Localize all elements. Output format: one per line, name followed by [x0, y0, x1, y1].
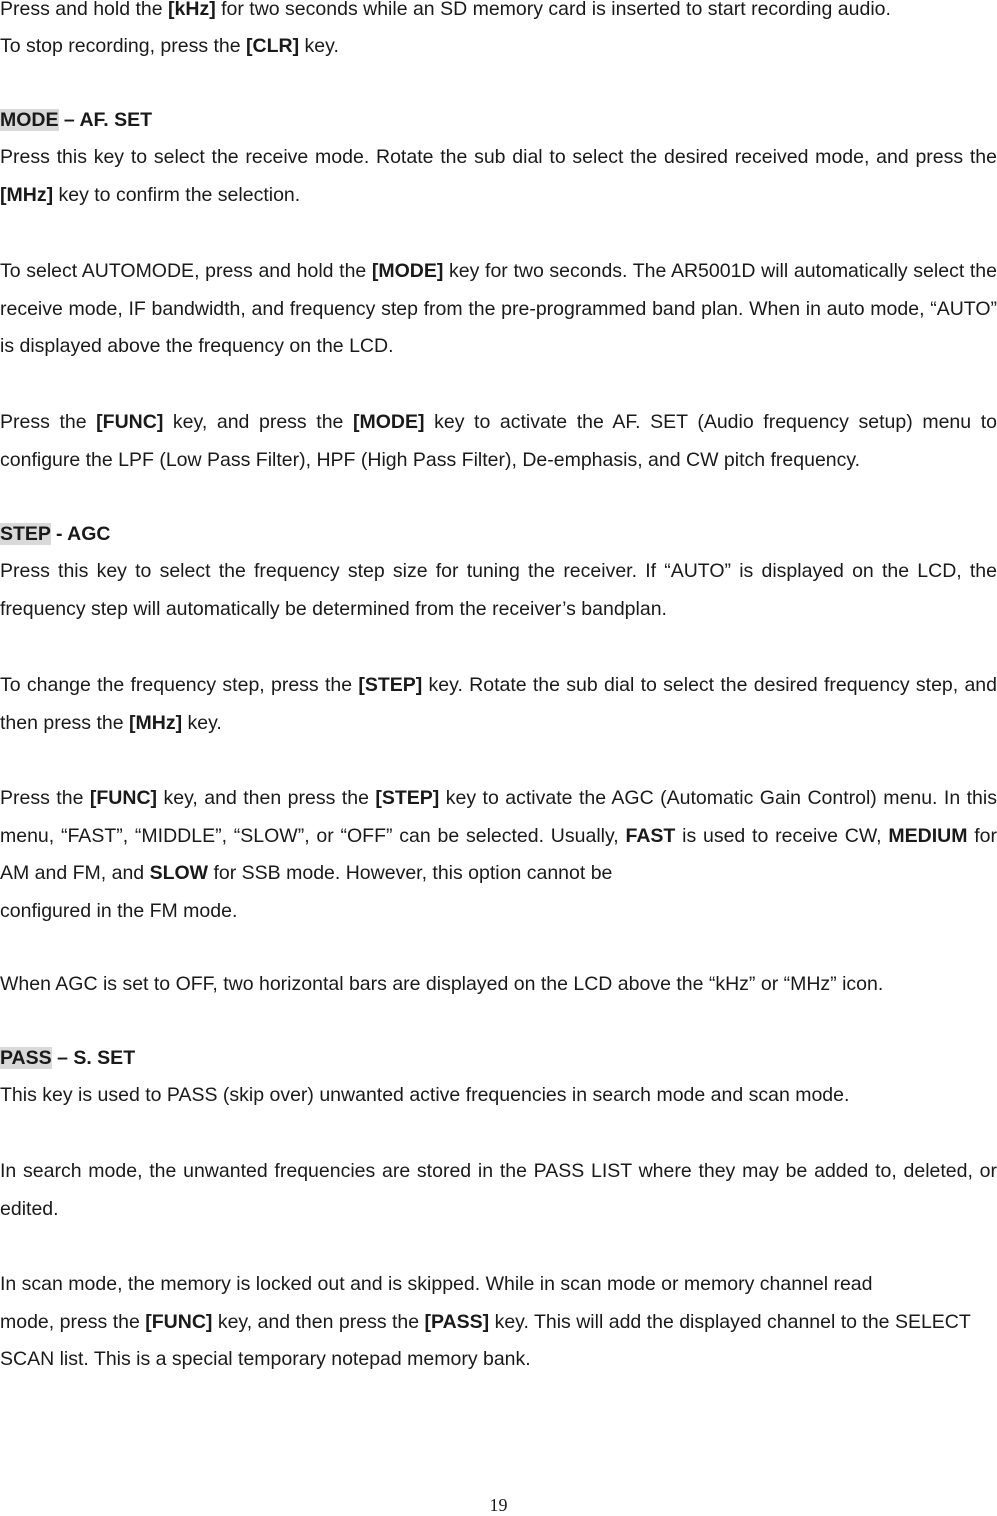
step-key-label: STEP [0, 523, 51, 545]
pass-paragraph-2: In search mode, the unwanted frequencies are stored in the PASS LIST where they may be added to, deleted, or edited. [0, 1160, 997, 1220]
mode-paragraph-2: To select AUTOMODE, press and hold the [MODE] key for two seconds. The AR5001D will automatically select the receive mode, IF bandwidth, and frequency step from the pre-programmed band plan. When in auto mode, “AUTO” is displayed above the frequency on the LCD. [0, 260, 997, 357]
step-heading: STEP - AGC [0, 523, 111, 545]
pass-paragraph-3: In scan mode, the memory is locked out and is skipped. While in scan mode or memory channel read mode, press the [FUNC] key, and then press the [PASS] key. This will add the displayed channel to the SELECT SCAN list. This is a special temporary notepad memory bank. [0, 1273, 971, 1370]
pass-heading: PASS – S. SET [0, 1047, 136, 1069]
mode-key-label: MODE [0, 109, 59, 131]
pass-key-label: PASS [0, 1047, 52, 1069]
pass-paragraph-1: This key is used to PASS (skip over) unwanted active frequencies in search mode and scan mode. [0, 1084, 850, 1106]
mode-heading: MODE – AF. SET [0, 109, 153, 131]
step-paragraph-2: To change the frequency step, press the [STEP] key. Rotate the sub dial to select the desired frequency step, and then press the [MHz] key. [0, 674, 997, 734]
step-paragraph-4: When AGC is set to OFF, two horizontal bars are displayed on the LCD above the “kHz” or “MHz” icon. [0, 973, 884, 995]
mode-paragraph-1: Press this key to select the receive mode. Rotate the sub dial to select the desired received mode, and press the [MHz] key to confirm the selection. [0, 146, 997, 206]
step-paragraph-3: Press the [FUNC] key, and then press the [STEP] key to activate the AGC (Automatic Gain Control) menu. In this menu, “FAST”, “MIDDLE”, “SLOW”, or “OFF” can be selected. Usually, FAST is used to receive CW, MEDIUM for AM and FM, and SLOW for SSB mode. However, this option cannot be configured in the FM mode. [0, 787, 997, 922]
page-number: 19 [489, 1495, 508, 1515]
intro-line-2: To stop recording, press the [CLR] key. [0, 35, 339, 57]
intro-line-1: Press and hold the [kHz] for two seconds while an SD memory card is inserted to start recording audio. [0, 0, 891, 20]
step-paragraph-1: Press this key to select the frequency step size for tuning the receiver. If “AUTO” is displayed on the LCD, the frequency step will automatically be determined from the receiver’s bandplan. [0, 560, 997, 620]
mode-paragraph-3: Press the [FUNC] key, and press the [MODE] key to activate the AF. SET (Audio frequency setup) menu to configure the LPF (Low Pass Filter), HPF (High Pass Filter), De-emphasis, and CW pitch frequency. [0, 411, 997, 471]
